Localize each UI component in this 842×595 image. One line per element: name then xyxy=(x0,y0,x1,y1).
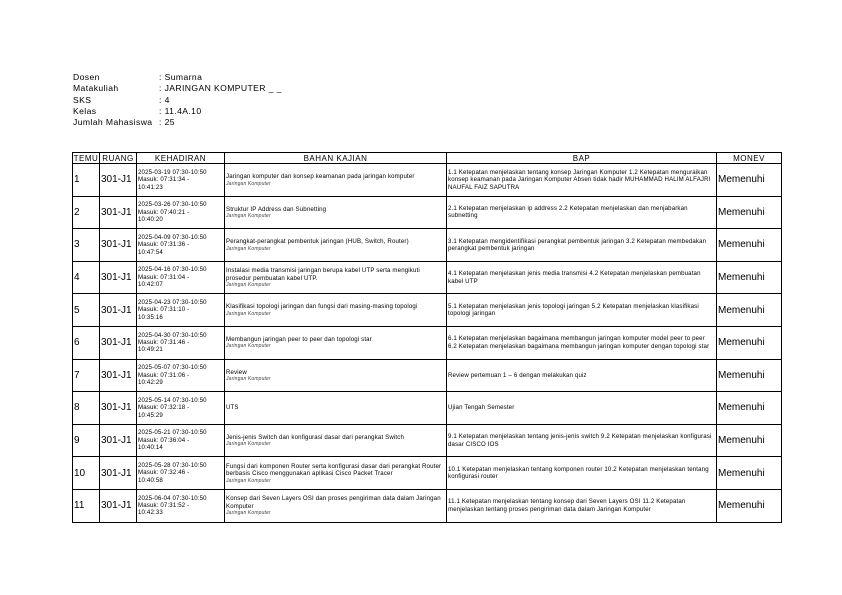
cell-ruang: 301-J1 xyxy=(100,261,137,294)
cell-kehadiran xyxy=(137,229,225,262)
cell-kehadiran xyxy=(137,294,225,327)
table-row xyxy=(73,294,782,327)
cell-kehadiran xyxy=(137,326,225,359)
bahan-source: Jaringan Komputer xyxy=(226,310,271,317)
kehadiran-line: 10:41:23 xyxy=(138,183,163,191)
cell-temu: 7 xyxy=(73,359,100,392)
table-header-row xyxy=(73,153,782,164)
kehadiran-line: Masuk: 07:36:04 - xyxy=(138,436,190,444)
header-monev: MONEV xyxy=(717,153,782,164)
kehadiran-line: 10:40:20 xyxy=(138,216,163,224)
cell-kehadiran xyxy=(137,164,225,197)
bahan-source: Jaringan Komputer xyxy=(226,180,271,187)
cell-bahan-kajian xyxy=(225,424,447,457)
cell-bahan-kajian xyxy=(225,196,447,229)
cell-bap xyxy=(447,229,717,262)
cell-temu: 3 xyxy=(73,229,100,262)
cell-bahan-kajian xyxy=(225,261,447,294)
info-jumlah-mahasiswa xyxy=(73,117,282,128)
kehadiran-line: 10:45:29 xyxy=(138,411,163,419)
kehadiran-line: Masuk: 07:40:21 - xyxy=(138,208,190,216)
cell-temu: 5 xyxy=(73,294,100,327)
table-body xyxy=(73,164,782,523)
bahan-text: Jaringan komputer dan konsep keamanan pada jaringan komputer xyxy=(226,173,415,181)
cell-kehadiran xyxy=(137,261,225,294)
bap-text: 1.1 Ketepatan menjelaskan tentang konsep Jaringan Komputer 1.2 Ketepatan menguraikan konsep keamanan pada Jaringan Komputer Absen tidak hadir MUHAMMAD HALIM ALFAJRI NAUFAL FAIZ SAPUTRA xyxy=(448,168,711,191)
bahan-text: Konsep dari Seven Layers OSI dan proses pengiriman data dalam Jaringan Komputer xyxy=(226,495,441,510)
kehadiran-line: 2025-05-28 07:30-10:50 xyxy=(138,462,207,470)
kehadiran-line: Masuk: 07:31:36 - xyxy=(138,241,190,249)
info-label: Dosen xyxy=(73,72,100,82)
cell-ruang: 301-J1 xyxy=(100,489,137,522)
bap-text: 5.1 Ketepatan menjelaskan jenis topologi jaringan 5.2 Ketepatan menjelaskan klasifikasi topologi jaringan xyxy=(448,302,699,318)
info-value: : 4 xyxy=(159,94,170,105)
bahan-source: Jaringan Komputer xyxy=(226,213,271,220)
table-row xyxy=(73,229,782,262)
cell-monev: Memenuhi xyxy=(717,359,782,392)
info-label: Kelas xyxy=(73,105,97,116)
kehadiran-line: Masuk: 07:31:04 - xyxy=(138,273,190,281)
table-row xyxy=(73,359,782,392)
cell-monev: Memenuhi xyxy=(717,229,782,262)
course-info xyxy=(73,72,282,128)
cell-temu: 8 xyxy=(73,392,100,425)
bahan-source: Jaringan Komputer xyxy=(226,245,271,252)
info-kelas xyxy=(73,106,282,117)
bahan-source: Jaringan Komputer xyxy=(226,477,271,484)
cell-bahan-kajian xyxy=(225,294,447,327)
info-label: Matakuliah xyxy=(73,83,119,94)
cell-kehadiran xyxy=(137,196,225,229)
kehadiran-line: 2025-05-14 07:30-10:50 xyxy=(138,396,207,404)
kehadiran-line: Masuk: 07:31:46 - xyxy=(138,339,190,347)
cell-bap xyxy=(447,392,717,425)
table-row xyxy=(73,457,782,490)
cell-ruang: 301-J1 xyxy=(100,164,137,197)
cell-bap xyxy=(447,196,717,229)
bahan-text: Jenis-jenis Switch dan konfigurasi dasar dari perangkat Switch xyxy=(226,433,404,441)
bahan-text: Review xyxy=(226,368,247,376)
info-sks xyxy=(73,95,282,106)
cell-ruang: 301-J1 xyxy=(100,196,137,229)
cell-bahan-kajian xyxy=(225,164,447,197)
header-bap: BAP xyxy=(447,153,717,164)
cell-kehadiran xyxy=(137,424,225,457)
bap-text: 9.1 Ketepatan menjelaskan tentang jenis-jenis switch 9.2 Ketepatan menjelaskan konfigurasi dasar CISCO IOS xyxy=(448,433,712,448)
info-value: : 11.4A.10 xyxy=(159,105,202,116)
table-row xyxy=(73,164,782,197)
cell-monev: Memenuhi xyxy=(717,164,782,197)
cell-temu: 9 xyxy=(73,424,100,457)
cell-monev: Memenuhi xyxy=(717,294,782,327)
kehadiran-line: Masuk: 07:31:10 - xyxy=(138,306,190,314)
kehadiran-line: 2025-04-23 07:30-10:50 xyxy=(138,299,207,307)
cell-ruang: 301-J1 xyxy=(100,392,137,425)
table-row xyxy=(73,392,782,425)
kehadiran-line: Masuk: 07:31:06 - xyxy=(138,371,190,379)
info-dosen xyxy=(73,72,282,83)
kehadiran-line: 2025-04-09 07:30-10:50 xyxy=(138,233,207,241)
info-value: : JARINGAN KOMPUTER _ _ xyxy=(159,83,282,94)
cell-bahan-kajian xyxy=(225,457,447,490)
cell-bahan-kajian xyxy=(225,489,447,522)
bahan-source: Jaringan Komputer xyxy=(226,441,271,448)
header-temu: TEMU xyxy=(73,153,99,163)
cell-bahan-kajian xyxy=(225,326,447,359)
info-value: : 25 xyxy=(159,117,175,128)
info-label: SKS xyxy=(73,94,92,105)
bahan-text: UTS xyxy=(226,404,239,412)
bahan-source: Jaringan Komputer xyxy=(226,281,271,288)
cell-monev: Memenuhi xyxy=(717,326,782,359)
bahan-source: Jaringan Komputer xyxy=(226,376,271,383)
cell-temu: 4 xyxy=(73,261,100,294)
cell-monev: Memenuhi xyxy=(717,196,782,229)
cell-ruang: 301-J1 xyxy=(100,229,137,262)
bahan-text: Klasifikasi topologi jaringan dan fungsi dari masing-masing topologi xyxy=(226,303,418,311)
cell-bap xyxy=(447,294,717,327)
cell-kehadiran xyxy=(137,392,225,425)
cell-ruang: 301-J1 xyxy=(100,294,137,327)
cell-bap xyxy=(447,424,717,457)
kehadiran-line: 10:40:14 xyxy=(138,444,163,452)
bap-text: 4.1 Ketepatan menjelaskan jenis media transmisi 4.2 Ketepatan menjelaskan pembuatan kabel UTP xyxy=(448,270,701,285)
cell-ruang: 301-J1 xyxy=(100,359,137,392)
table-row xyxy=(73,489,782,522)
info-value: : Sumarna xyxy=(159,72,203,82)
cell-temu: 1 xyxy=(73,164,100,197)
kehadiran-line: Masuk: 07:32:46 - xyxy=(138,469,190,477)
kehadiran-line: Masuk: 07:32:18 - xyxy=(138,404,190,412)
bahan-text: Fungsi dari komponen Router serta konfigurasi dasar dari perangkat Router berbasis Cisco menggunakan aplikasi Cisco Packet Tracer xyxy=(226,462,442,478)
kehadiran-line: 2025-05-07 07:30-10:50 xyxy=(138,364,207,372)
cell-bahan-kajian xyxy=(225,229,447,262)
bahan-text: Instalasi media transmisi jaringan berupa kabel UTP serta mengikuti prosedur pembuatan kabel UTP. xyxy=(226,267,420,282)
bap-text: 6.1 Ketepatan menjelaskan bagaimana membangun jaringan komputer model peer to peer 6.2 Ketepatan menjelaskan bagaimana membangun jaringan komputer dengan topologi star xyxy=(448,335,710,350)
kehadiran-line: 2025-03-19 07:30-10:50 xyxy=(138,168,207,176)
info-matakuliah xyxy=(73,83,282,94)
bap-text: Ujian Tengah Semester xyxy=(448,404,515,412)
bahan-text: Membangun jaringan peer to peer dan topologi star xyxy=(226,336,372,344)
cell-monev: Memenuhi xyxy=(717,392,782,425)
kehadiran-line: 10:47:54 xyxy=(138,248,163,256)
cell-bahan-kajian xyxy=(225,392,447,425)
bap-text: 10.1 Ketepatan menjelaskan tentang komponen router 10.2 Ketepatan menjelaskan tentang konfigurasi router xyxy=(448,465,709,481)
bahan-source: Jaringan Komputer xyxy=(226,510,271,517)
info-label: Jumlah Mahasiswa xyxy=(73,117,153,128)
cell-temu: 2 xyxy=(73,196,100,229)
table-row xyxy=(73,424,782,457)
bap-text: Review pertemuan 1 – 6 dengan melakukan quiz xyxy=(448,371,587,379)
cell-ruang: 301-J1 xyxy=(100,424,137,457)
kehadiran-line: 10:40:58 xyxy=(138,476,163,484)
kehadiran-line: 2025-05-21 07:30-10:50 xyxy=(138,429,207,437)
cell-kehadiran xyxy=(137,489,225,522)
cell-bap xyxy=(447,489,717,522)
kehadiran-line: 2025-03-26 07:30-10:50 xyxy=(138,201,207,209)
kehadiran-line: 2025-06-04 07:30-10:50 xyxy=(138,494,207,502)
table-row xyxy=(73,326,782,359)
kehadiran-line: 2025-04-30 07:30-10:50 xyxy=(138,331,207,339)
cell-bap xyxy=(447,261,717,294)
header-bahan-kajian: BAHAN KAJIAN xyxy=(225,153,447,164)
cell-monev: Memenuhi xyxy=(717,424,782,457)
cell-kehadiran xyxy=(137,457,225,490)
cell-monev: Memenuhi xyxy=(717,457,782,490)
cell-monev: Memenuhi xyxy=(717,489,782,522)
bahan-source: Jaringan Komputer xyxy=(226,343,271,350)
kehadiran-line: Masuk: 07:31:34 - xyxy=(138,176,190,184)
kehadiran-line: 2025-04-16 07:30-10:50 xyxy=(138,266,207,274)
cell-temu: 6 xyxy=(73,326,100,359)
cell-bap xyxy=(447,326,717,359)
header-ruang: RUANG xyxy=(100,153,137,164)
cell-bahan-kajian xyxy=(225,359,447,392)
cell-ruang: 301-J1 xyxy=(100,457,137,490)
cell-bap xyxy=(447,164,717,197)
cell-ruang: 301-J1 xyxy=(100,326,137,359)
cell-bap xyxy=(447,359,717,392)
bahan-text: Perangkat-perangkat pembentuk jaringan (HUB, Switch, Router) xyxy=(226,238,409,246)
cell-bap xyxy=(447,457,717,490)
cell-temu: 10 xyxy=(73,457,100,490)
kehadiran-line: 10:42:29 xyxy=(138,379,163,387)
bap-text: 3.1 Ketepatan mengidentifikasi perangkat pembentuk jaringan 3.2 Ketepatan membedakan perangkat pembentuk jaringan xyxy=(448,237,707,252)
table-row xyxy=(73,196,782,229)
bap-text: 11.1 Ketepatan menjelaskan tentang konsep dari Seven Layers OSI 11.2 Ketepatan menjelaskan tentang proses pengiriman data dalam Jaringan Komputer xyxy=(448,498,686,513)
cell-kehadiran xyxy=(137,359,225,392)
kehadiran-line: Masuk: 07:31:52 - xyxy=(138,502,190,510)
table-row xyxy=(73,261,782,294)
kehadiran-line: 10:35:16 xyxy=(138,313,163,321)
kehadiran-line: 10:49:21 xyxy=(138,346,163,354)
cell-monev: Memenuhi xyxy=(717,261,782,294)
kehadiran-line: 10:42:07 xyxy=(138,281,163,289)
kehadiran-line: 10:42:33 xyxy=(138,509,163,517)
bap-text: 2.1 Ketepatan menjelaskan ip address 2.2 Ketepatan menjelaskan dan menjabarkan subnetting xyxy=(448,204,688,220)
header-kehadiran: KEHADIRAN xyxy=(137,153,225,164)
attendance-table xyxy=(72,152,782,523)
cell-temu: 11 xyxy=(73,489,100,522)
bahan-text: Struktur IP Address dan Subnetting xyxy=(226,205,327,213)
